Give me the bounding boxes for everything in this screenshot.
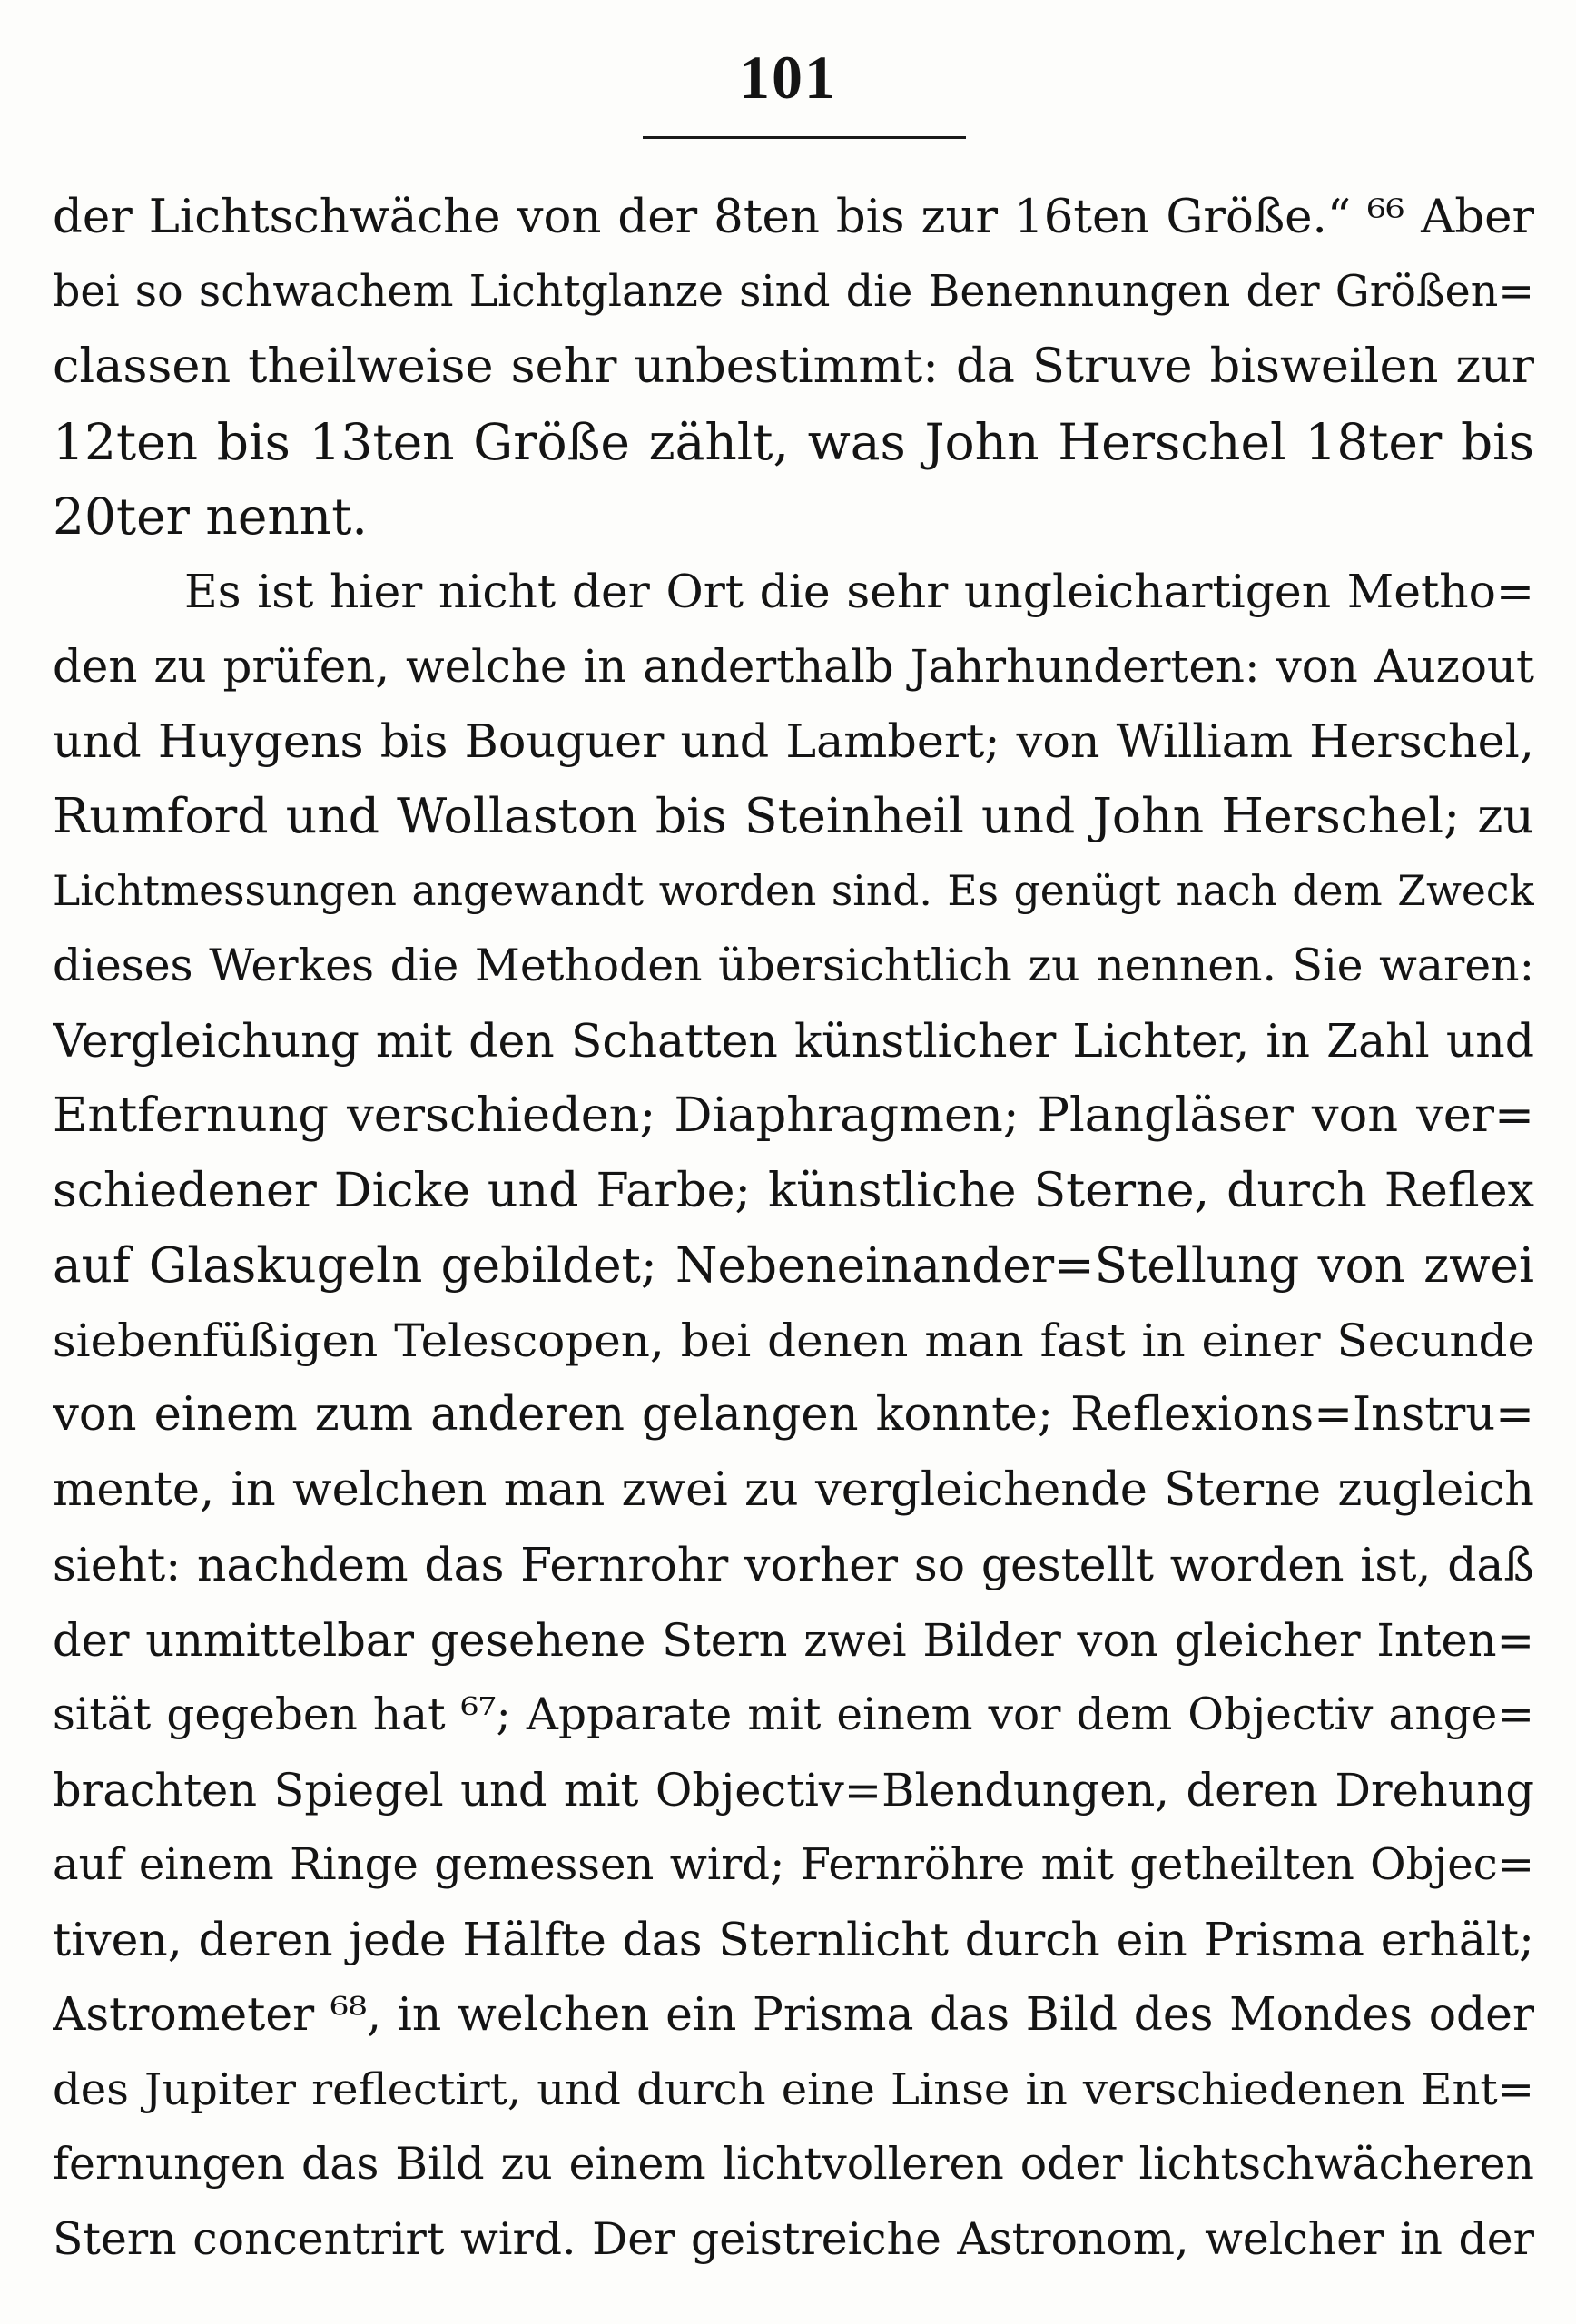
text-line: der Lichtschwäche von der 8ten bis zur 16ten Größe.“ ⁶⁶ Aber <box>53 190 1534 244</box>
text-line: fernungen das Bild zu einem lichtvolleren oder lichtschwächeren <box>53 2138 1534 2190</box>
text-line: auf einem Ringe gemessen wird; Fernröhre mit getheilten Objec= <box>53 1839 1534 1890</box>
text-line: Rumford und Wollaston bis Steinheil und John Herschel; zu <box>53 787 1534 844</box>
text-line: siebenfüßigen Telescopen, bei denen man fast in einer Secunde <box>53 1314 1534 1367</box>
text-line: classen theilweise sehr unbestimmt: da Struve bisweilen zur <box>53 339 1534 394</box>
text-line: 20ter nennt. <box>53 487 368 546</box>
text-line: den zu prüfen, welche in anderthalb Jahrhunderten: von Auzout <box>53 640 1534 693</box>
text-line: Stern concentrirt wird. Der geistreiche Astronom, welcher in der <box>53 2212 1534 2265</box>
text-line: schiedener Dicke und Farbe; künstliche Sterne, durch Reflex <box>53 1163 1534 1218</box>
text-line: 12ten bis 13ten Größe zählt, was John Herschel 18ter bis <box>53 412 1534 471</box>
text-line: auf Glaskugeln gebildet; Nebeneinander=Stellung von zwei <box>53 1237 1534 1294</box>
text-line: der unmittelbar gesehene Stern zwei Bilder von gleicher Inten= <box>53 1613 1534 1667</box>
text-line: tiven, deren jede Hälfte das Sternlicht durch ein Prisma erhält; <box>53 1912 1534 1966</box>
text-line: bei so schwachem Lichtglanze sind die Benennungen der Größen= <box>53 266 1534 317</box>
body-text <box>53 180 1534 2277</box>
text-line: mente, in welchen man zwei zu vergleichende Sterne zugleich <box>53 1462 1534 1517</box>
header-rule <box>643 136 966 139</box>
text-line: Vergleichung mit den Schatten künstlicher Lichter, in Zahl und <box>53 1013 1534 1068</box>
text-line: Astrometer ⁶⁸, in welchen ein Prisma das Bild des Mondes oder <box>53 1987 1534 2041</box>
text-line: und Huygens bis Bouguer und Lambert; von William Herschel, <box>53 714 1534 768</box>
text-line: sieht: nachdem das Fernrohr vorher so gestellt worden ist, daß <box>53 1538 1534 1591</box>
text-line: des Jupiter reflectirt, und durch eine Linse in verschiedenen Ent= <box>53 2063 1534 2115</box>
paragraph-start-line: Es ist hier nicht der Ort die sehr ungleichartigen Metho= <box>184 564 1534 618</box>
text-line: Entfernung verschieden; Diaphragmen; Plangläser von ver= <box>53 1088 1534 1143</box>
page-number: 101 <box>739 43 837 112</box>
text-line: dieses Werkes die Methoden übersichtlich zu nennen. Sie waren: <box>53 940 1534 991</box>
text-line: sität gegeben hat ⁶⁷; Apparate mit einem vor dem Objectiv ange= <box>53 1689 1534 1740</box>
text-line: Lichtmessungen angewandt worden sind. Es genügt nach dem Zweck <box>53 866 1534 915</box>
text-line: von einem zum anderen gelangen konnte; Reflexions=Instru= <box>53 1388 1534 1442</box>
text-line: brachten Spiegel und mit Objectiv=Blendungen, deren Drehung <box>53 1763 1534 1817</box>
